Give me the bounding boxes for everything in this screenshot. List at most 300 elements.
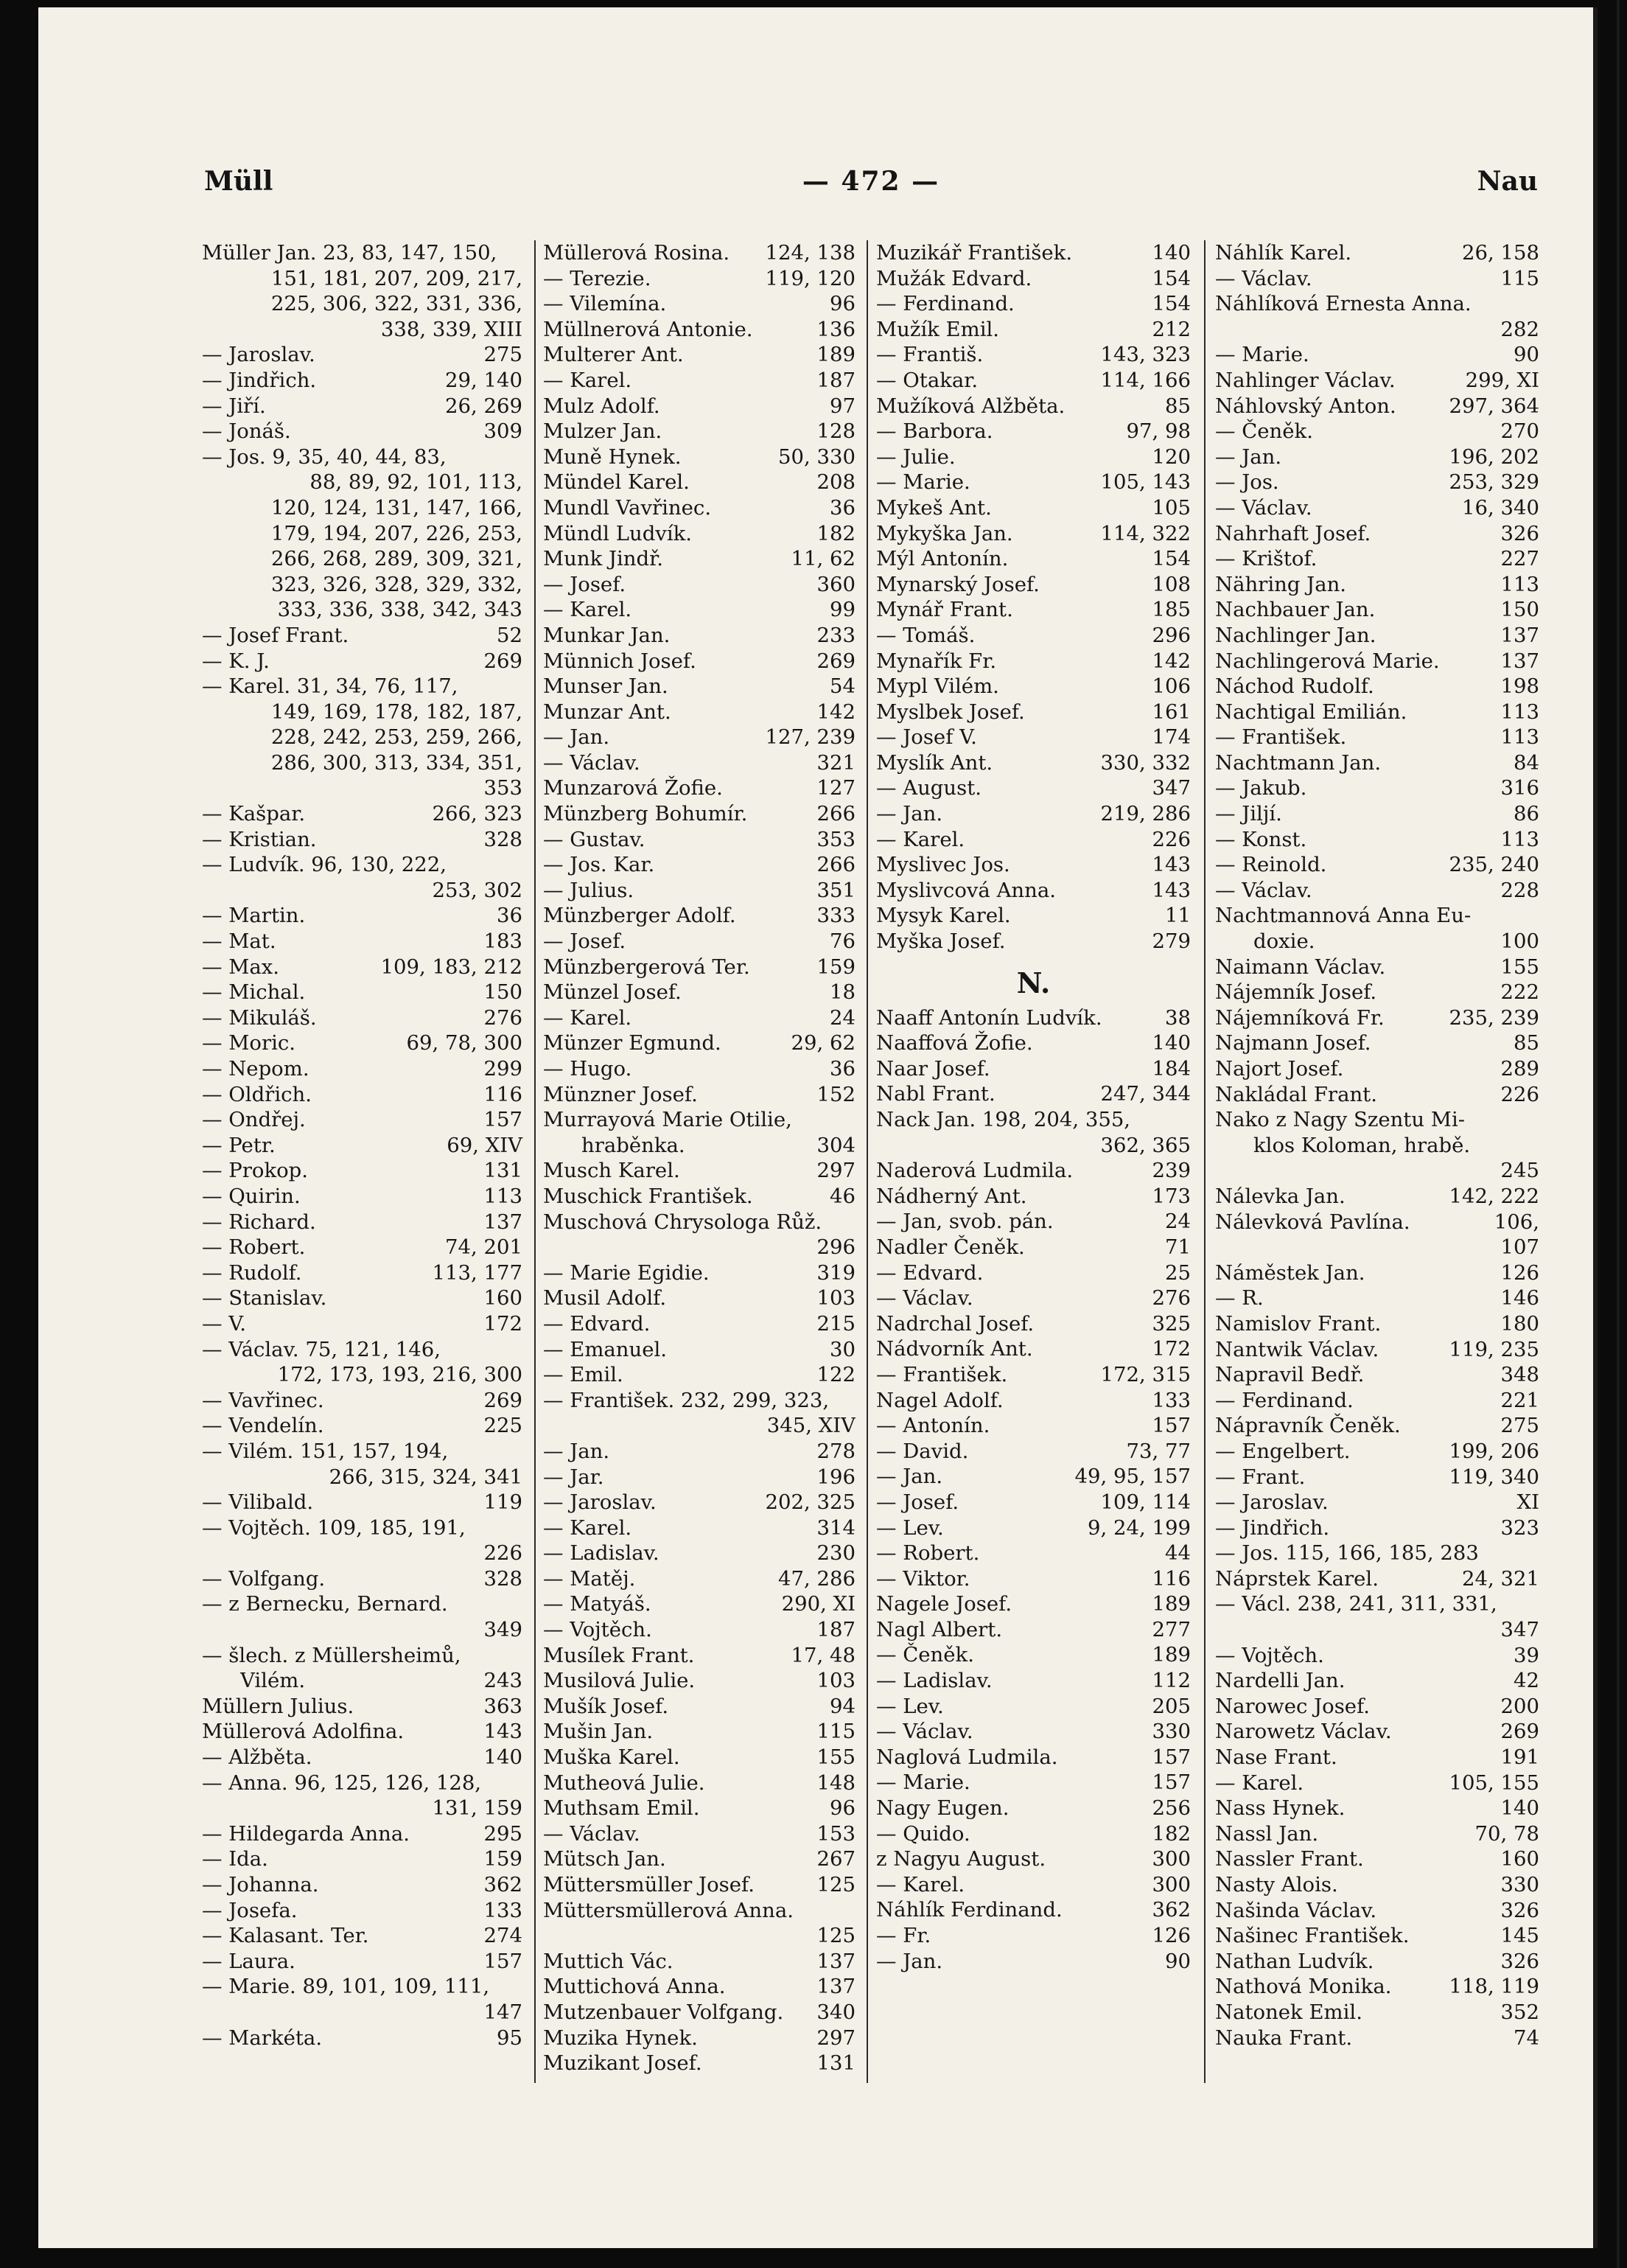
entry-name: — Jaroslav. xyxy=(1215,1490,1329,1515)
entry-name: 296 xyxy=(816,1235,856,1260)
entry-pages: 157 xyxy=(1152,1414,1191,1438)
entry-name: Munser Jan. xyxy=(543,674,668,699)
entry-name: 333, 336, 338, 342, 343 xyxy=(277,598,522,622)
index-entry xyxy=(1215,827,1539,853)
entry-name: Muttich Vác. xyxy=(543,1949,673,1973)
entry-name: hraběnka. xyxy=(581,1133,685,1157)
entry-pages: 325 xyxy=(1152,1311,1191,1336)
entry-pages: 221 xyxy=(1500,1388,1539,1412)
entry-name: — Vojtěch. xyxy=(543,1618,652,1642)
index-entry xyxy=(1215,1821,1539,1847)
index-entry xyxy=(1215,1796,1539,1821)
entry-pages: 143 xyxy=(1152,878,1191,902)
entry-pages: 71 xyxy=(1165,1235,1191,1259)
entry-name: — Ferdinand. xyxy=(1215,1388,1354,1412)
index-entry xyxy=(202,1285,522,1311)
entry-name: Müllerová Adolfina. xyxy=(202,1720,405,1744)
index-entry xyxy=(202,1260,522,1286)
entry-name: Mynář Frant. xyxy=(876,598,1013,622)
entry-name: — Jaroslav. xyxy=(202,343,315,367)
entry-name: — Karel. xyxy=(543,598,632,622)
entry-name: Nachlinger Jan. xyxy=(1215,623,1376,647)
index-entry xyxy=(876,1285,1191,1311)
index-entry xyxy=(543,572,856,598)
entry-name: — Marie. 89, 101, 109, 111, xyxy=(202,1975,490,1999)
entry-pages: 105, 155 xyxy=(1449,1770,1539,1795)
entry-name: Müttersmüllerová Anna. xyxy=(543,1898,794,1922)
entry-name: — Fr. xyxy=(876,1924,931,1947)
entry-pages: 297 xyxy=(816,2026,856,2050)
entry-pages: 131 xyxy=(483,1159,522,1183)
entry-name: Myslivcová Anna. xyxy=(876,878,1056,902)
entry-name: Nagy Eugen. xyxy=(876,1796,1010,1821)
index-entry xyxy=(543,1107,856,1133)
entry-name: Mütsch Jan. xyxy=(543,1847,666,1871)
entry-pages: 212 xyxy=(1152,317,1191,341)
entry-pages: 137 xyxy=(1500,623,1539,647)
entry-pages: 146 xyxy=(1500,1286,1539,1311)
entry-name: Mynařík Fr. xyxy=(876,649,997,673)
entry-pages: 269 xyxy=(483,649,522,673)
index-entry xyxy=(202,1974,522,2000)
entry-name: Müllerová Rosina. xyxy=(543,241,730,265)
index-entry xyxy=(1215,1388,1539,1414)
index-entry xyxy=(202,1311,522,1337)
entry-name: Narowec Josef. xyxy=(1215,1694,1371,1718)
entry-name: Nájemníková Fr. xyxy=(1215,1005,1385,1030)
index-entry xyxy=(876,649,1191,674)
entry-pages: 47, 286 xyxy=(778,1566,856,1591)
entry-pages: 133 xyxy=(1152,1388,1191,1412)
entry-pages: 157 xyxy=(483,1108,522,1132)
index-entry xyxy=(202,1210,522,1235)
entry-name: Mutzenbauer Volfgang. xyxy=(543,2000,784,2024)
entry-pages: 113 xyxy=(1500,572,1539,596)
entry-name: — Jaroslav. xyxy=(543,1490,657,1515)
index-entry xyxy=(543,1566,856,1592)
entry-pages: 189 xyxy=(1152,1643,1191,1667)
entry-pages: 222 xyxy=(1500,980,1539,1005)
entry-name: — Barbora. xyxy=(876,419,993,444)
entry-pages: 140 xyxy=(1152,1031,1191,1056)
entry-name: Müllnerová Antonie. xyxy=(543,317,753,341)
entry-name: 345, XIV xyxy=(766,1414,856,1438)
index-entry xyxy=(1215,1030,1539,1056)
index-entry-continuation xyxy=(202,1796,522,1821)
entry-name: Nálevka Jan. xyxy=(1215,1184,1346,1208)
index-columns xyxy=(202,240,1539,2090)
entry-name: — Moric. xyxy=(202,1031,296,1056)
index-entry xyxy=(1215,980,1539,1005)
entry-pages: 362 xyxy=(1152,1898,1191,1922)
entry-name: — Stanislav. xyxy=(202,1286,327,1311)
section-letter: N. xyxy=(1016,966,1051,999)
entry-name: 266, 315, 324, 341 xyxy=(329,1465,522,1489)
index-entry xyxy=(876,1745,1191,1770)
entry-pages: 323 xyxy=(1500,1515,1539,1540)
entry-name: — Robert. xyxy=(876,1541,980,1566)
index-entry xyxy=(543,1796,856,1821)
index-entry xyxy=(202,394,522,419)
entry-name: — Markéta. xyxy=(202,2026,323,2050)
entry-name: — Jan. xyxy=(1215,444,1282,469)
entry-pages: 118, 119 xyxy=(1449,1975,1539,1999)
entry-name: 88, 89, 92, 101, 113, xyxy=(309,470,522,495)
index-entry-continuation xyxy=(202,266,522,292)
entry-pages: 116 xyxy=(1152,1566,1191,1591)
index-entry xyxy=(1215,495,1539,521)
entry-name: — Antonín. xyxy=(876,1414,990,1438)
page xyxy=(38,7,1598,2248)
entry-name: 282 xyxy=(1500,317,1539,341)
entry-name: — Rudolf. xyxy=(202,1260,302,1285)
entry-name: Nájemník Josef. xyxy=(1215,980,1377,1005)
entry-pages: 106 xyxy=(1152,674,1191,699)
index-entry-continuation xyxy=(202,1362,522,1388)
entry-pages: 226 xyxy=(1152,827,1191,851)
entry-name: — Karel. xyxy=(1215,1770,1304,1795)
entry-name: Nahlinger Václav. xyxy=(1215,368,1396,392)
index-entry-continuation xyxy=(202,572,522,598)
entry-pages: 94 xyxy=(830,1694,856,1718)
entry-pages: 39 xyxy=(1514,1643,1539,1667)
index-entry xyxy=(543,1362,856,1388)
entry-name: Münzberger Adolf. xyxy=(543,904,736,928)
entry-name: 107 xyxy=(1500,1235,1539,1260)
index-entry xyxy=(202,623,522,649)
index-entry xyxy=(202,1515,522,1541)
entry-name: Nachtigal Emilián. xyxy=(1215,699,1407,724)
entry-name: Mušík Josef. xyxy=(543,1694,669,1718)
entry-pages: 173 xyxy=(1152,1184,1191,1208)
index-entry xyxy=(876,1515,1191,1541)
entry-name: — Ida. xyxy=(202,1847,268,1871)
entry-name: Müttersmüller Josef. xyxy=(543,1873,755,1897)
column-2 xyxy=(543,240,856,2090)
entry-name: — Vilibald. xyxy=(202,1490,314,1515)
entry-pages: 172 xyxy=(483,1311,522,1336)
index-entry xyxy=(876,394,1191,419)
entry-pages: 97, 98 xyxy=(1126,419,1191,444)
index-entry xyxy=(876,750,1191,776)
entry-pages: 275 xyxy=(1500,1414,1539,1438)
entry-pages: 182 xyxy=(816,521,856,545)
entry-name: 253, 302 xyxy=(432,878,522,902)
entry-pages: 153 xyxy=(816,1821,856,1846)
running-header xyxy=(204,158,1538,203)
entry-pages: 326 xyxy=(1500,521,1539,545)
entry-pages: 275 xyxy=(483,343,522,367)
entry-name: Naar Josef. xyxy=(876,1056,990,1081)
entry-name: — Jiljí. xyxy=(1215,802,1282,826)
entry-name: 172, 173, 193, 216, 300 xyxy=(277,1363,522,1387)
entry-name: — František. xyxy=(1215,725,1347,750)
entry-pages: 24 xyxy=(830,1005,856,1030)
entry-pages: 314 xyxy=(816,1515,856,1540)
entry-pages: 154 xyxy=(1152,292,1191,316)
entry-name: Nagel Adolf. xyxy=(876,1388,1004,1412)
entry-name: Náhlíková Ernesta Anna. xyxy=(1215,292,1472,316)
entry-name: 286, 300, 313, 334, 351, xyxy=(270,750,522,775)
entry-pages: 150 xyxy=(483,980,522,1005)
entry-name: — Josef. xyxy=(543,929,626,954)
entry-name: — Ondřej. xyxy=(202,1108,306,1132)
index-entry xyxy=(876,1642,1191,1668)
entry-pages: 29, 140 xyxy=(445,368,522,392)
entry-pages: 52 xyxy=(497,623,522,647)
entry-name: Muně Hynek. xyxy=(543,444,682,469)
entry-name: — Terezie. xyxy=(543,266,651,290)
entry-name: Mužík Emil. xyxy=(876,317,1000,341)
entry-pages: 26, 269 xyxy=(445,394,522,418)
entry-pages: 172 xyxy=(1152,1337,1191,1361)
entry-pages: 96 xyxy=(830,292,856,316)
entry-name: — K. J. xyxy=(202,649,270,673)
index-entry xyxy=(1215,1566,1539,1592)
entry-pages: 276 xyxy=(483,1005,522,1030)
entry-pages: 233 xyxy=(816,623,856,647)
entry-pages: 321 xyxy=(816,750,856,775)
entry-name: — Václav. xyxy=(876,1286,973,1311)
index-entry xyxy=(543,368,856,394)
index-entry-continuation xyxy=(202,317,522,343)
index-entry xyxy=(1215,266,1539,292)
entry-pages: 133 xyxy=(483,1898,522,1922)
entry-pages: 319 xyxy=(816,1260,856,1285)
entry-pages: 297 xyxy=(816,1159,856,1183)
entry-name: — Emil. xyxy=(543,1363,623,1387)
entry-pages: 309 xyxy=(483,419,522,444)
entry-pages: 289 xyxy=(1500,1057,1539,1081)
index-entry-continuation xyxy=(202,2000,522,2026)
entry-pages: 180 xyxy=(1500,1311,1539,1336)
index-entry xyxy=(202,444,522,470)
entry-pages: 274 xyxy=(483,1924,522,1948)
entry-name: Náprstek Karel. xyxy=(1215,1566,1379,1591)
index-entry-continuation xyxy=(202,470,522,495)
entry-name: Nahrhaft Josef. xyxy=(1215,521,1371,545)
entry-pages: 119 xyxy=(483,1490,522,1515)
entry-pages: 269 xyxy=(1500,1720,1539,1744)
entry-pages: 205 xyxy=(1152,1694,1191,1718)
entry-name: — Čeněk. xyxy=(876,1643,974,1667)
entry-name: Muthsam Emil. xyxy=(543,1796,700,1821)
entry-pages: 235, 240 xyxy=(1449,853,1539,877)
index-entry xyxy=(1215,521,1539,547)
entry-name: — Hildegarda Anna. xyxy=(202,1821,410,1846)
entry-pages: 290, XI xyxy=(781,1592,856,1616)
index-entry-continuation xyxy=(202,1465,522,1490)
entry-pages: 127, 239 xyxy=(765,725,856,750)
entry-name: — Jos. 115, 166, 185, 283 xyxy=(1215,1541,1479,1566)
entry-name: 125 xyxy=(816,1924,856,1948)
entry-pages: 191 xyxy=(1500,1745,1539,1770)
index-entry xyxy=(202,1923,522,1949)
index-entry xyxy=(202,1056,522,1082)
entry-name: — Quido. xyxy=(876,1821,970,1846)
index-entry xyxy=(543,1846,856,1872)
index-entry xyxy=(876,1056,1191,1082)
index-entry xyxy=(202,1643,522,1669)
entry-name: Myslbek Josef. xyxy=(876,699,1025,724)
index-entry xyxy=(876,1872,1191,1898)
index-entry xyxy=(876,699,1191,725)
index-entry xyxy=(1215,1465,1539,1490)
index-entry xyxy=(543,2051,856,2076)
entry-name: Mündel Karel. xyxy=(543,470,690,495)
entry-pages: 128 xyxy=(816,419,856,444)
entry-name: Münnich Josef. xyxy=(543,649,696,673)
index-entry xyxy=(543,1388,856,1414)
entry-name: Narowetz Václav. xyxy=(1215,1720,1392,1744)
index-entry xyxy=(876,1311,1191,1337)
index-entry xyxy=(1215,419,1539,444)
entry-name: — Konst. xyxy=(1215,827,1307,851)
entry-name: — Prokop. xyxy=(202,1159,309,1183)
index-entry xyxy=(543,750,856,776)
entry-name: Mutheová Julie. xyxy=(543,1770,705,1795)
index-entry xyxy=(876,725,1191,750)
entry-name: — Jan. xyxy=(543,1439,610,1463)
index-entry-continuation xyxy=(202,699,522,725)
entry-name: — Ludvík. 96, 130, 222, xyxy=(202,853,447,877)
entry-name: — Julie. xyxy=(876,444,956,469)
index-entry xyxy=(543,444,856,470)
entry-pages: 69, 78, 300 xyxy=(406,1031,522,1056)
entry-name: Nähring Jan. xyxy=(1215,572,1347,596)
index-entry-continuation xyxy=(543,1133,856,1159)
entry-name: Munkar Jan. xyxy=(543,623,671,647)
entry-pages: 326 xyxy=(1500,1898,1539,1922)
entry-pages: 270 xyxy=(1500,419,1539,444)
index-entry xyxy=(543,1745,856,1770)
entry-pages: 330 xyxy=(1152,1720,1191,1744)
entry-pages: 140 xyxy=(1500,1796,1539,1821)
index-entry-continuation xyxy=(1215,1133,1539,1159)
index-entry xyxy=(876,1388,1191,1414)
index-entry-continuation xyxy=(202,1617,522,1643)
entry-pages: 296 xyxy=(1152,623,1191,647)
entry-name: Najort Josef. xyxy=(1215,1057,1344,1081)
entry-pages: 36 xyxy=(830,495,856,520)
index-entry xyxy=(876,444,1191,470)
index-entry xyxy=(1215,1719,1539,1745)
index-entry xyxy=(1215,1745,1539,1770)
entry-name: — Emanuel. xyxy=(543,1337,668,1361)
entry-name: Myslivec Jos. xyxy=(876,853,1010,877)
index-entry xyxy=(202,1030,522,1056)
entry-pages: 84 xyxy=(1514,750,1539,775)
entry-pages: XI xyxy=(1516,1490,1539,1515)
entry-name: — Gustav. xyxy=(543,827,645,851)
index-entry xyxy=(876,419,1191,444)
entry-pages: 174 xyxy=(1152,725,1191,750)
entry-name: — Laura. xyxy=(202,1949,295,1973)
entry-name: Nádherný Ant. xyxy=(876,1184,1027,1208)
index-entry xyxy=(876,775,1191,801)
index-entry-continuation xyxy=(202,775,522,801)
entry-pages: 363 xyxy=(483,1694,522,1718)
index-entry xyxy=(876,368,1191,394)
entry-name: 349 xyxy=(483,1618,522,1642)
index-entry xyxy=(1215,291,1539,317)
entry-name: Nase Frant. xyxy=(1215,1745,1337,1770)
index-entry xyxy=(1215,1056,1539,1082)
entry-pages: 145 xyxy=(1500,1924,1539,1948)
entry-pages: 228 xyxy=(1500,878,1539,902)
entry-pages: 103 xyxy=(816,1286,856,1311)
entry-name: Nass Hynek. xyxy=(1215,1796,1346,1821)
index-entry xyxy=(202,419,522,444)
entry-name: — Josef Frant. xyxy=(202,623,349,647)
column-3 xyxy=(876,240,1191,2090)
entry-name: — Petr. xyxy=(202,1133,276,1157)
entry-name: — Johanna. xyxy=(202,1873,319,1897)
index-entry xyxy=(543,2000,856,2026)
entry-name: Náhlovský Anton. xyxy=(1215,394,1396,418)
index-entry xyxy=(876,1209,1191,1235)
index-entry xyxy=(876,1949,1191,1975)
index-entry xyxy=(543,1465,856,1490)
index-entry xyxy=(543,1949,856,1975)
index-entry-continuation xyxy=(1215,317,1539,343)
entry-name: Nápravník Čeněk. xyxy=(1215,1414,1401,1438)
entry-name: Nardelli Jan. xyxy=(1215,1669,1346,1693)
entry-pages: 97 xyxy=(830,394,856,418)
entry-name: — Vilém. 151, 157, 194, xyxy=(202,1439,449,1463)
entry-name: Musil Adolf. xyxy=(543,1286,667,1311)
entry-name: — Kristian. xyxy=(202,827,317,851)
index-entry xyxy=(876,1005,1191,1031)
index-entry xyxy=(876,674,1191,699)
entry-name: — Robert. xyxy=(202,1235,306,1260)
index-entry xyxy=(1215,368,1539,394)
entry-name: Muzika Hynek. xyxy=(543,2026,698,2050)
entry-pages: 243 xyxy=(483,1669,522,1693)
index-entry xyxy=(543,1439,856,1465)
entry-name: — Václav. xyxy=(543,750,640,775)
entry-name: — Mikuláš. xyxy=(202,1005,317,1030)
index-entry xyxy=(1215,725,1539,750)
entry-pages: 333 xyxy=(816,904,856,928)
entry-name: Mypl Vilém. xyxy=(876,674,999,699)
entry-name: — Karel. xyxy=(543,368,632,392)
index-entry xyxy=(202,1566,522,1592)
entry-pages: 183 xyxy=(483,929,522,954)
index-entry xyxy=(543,878,856,904)
entry-name: Nantwik Václav. xyxy=(1215,1337,1379,1361)
entry-pages: 113 xyxy=(1500,725,1539,750)
index-entry xyxy=(1215,1694,1539,1720)
entry-pages: 351 xyxy=(816,878,856,902)
entry-pages: 182 xyxy=(1152,1821,1191,1846)
entry-pages: 189 xyxy=(1152,1592,1191,1616)
index-entry xyxy=(1215,1107,1539,1133)
index-entry xyxy=(876,240,1191,266)
entry-pages: 185 xyxy=(1152,598,1191,622)
entry-pages: 120 xyxy=(1152,444,1191,469)
entry-name: — Václav. xyxy=(543,1821,640,1846)
index-entry-continuation xyxy=(543,1923,856,1949)
index-entry xyxy=(1215,775,1539,801)
index-entry xyxy=(876,1336,1191,1362)
entry-name: — Jindřich. xyxy=(1215,1515,1330,1540)
index-entry-continuation xyxy=(202,597,522,623)
index-entry xyxy=(1215,852,1539,878)
entry-name: 149, 169, 178, 182, 187, xyxy=(270,699,522,724)
entry-name: — V. xyxy=(202,1311,247,1336)
entry-name: Naglová Ludmila. xyxy=(876,1745,1058,1769)
